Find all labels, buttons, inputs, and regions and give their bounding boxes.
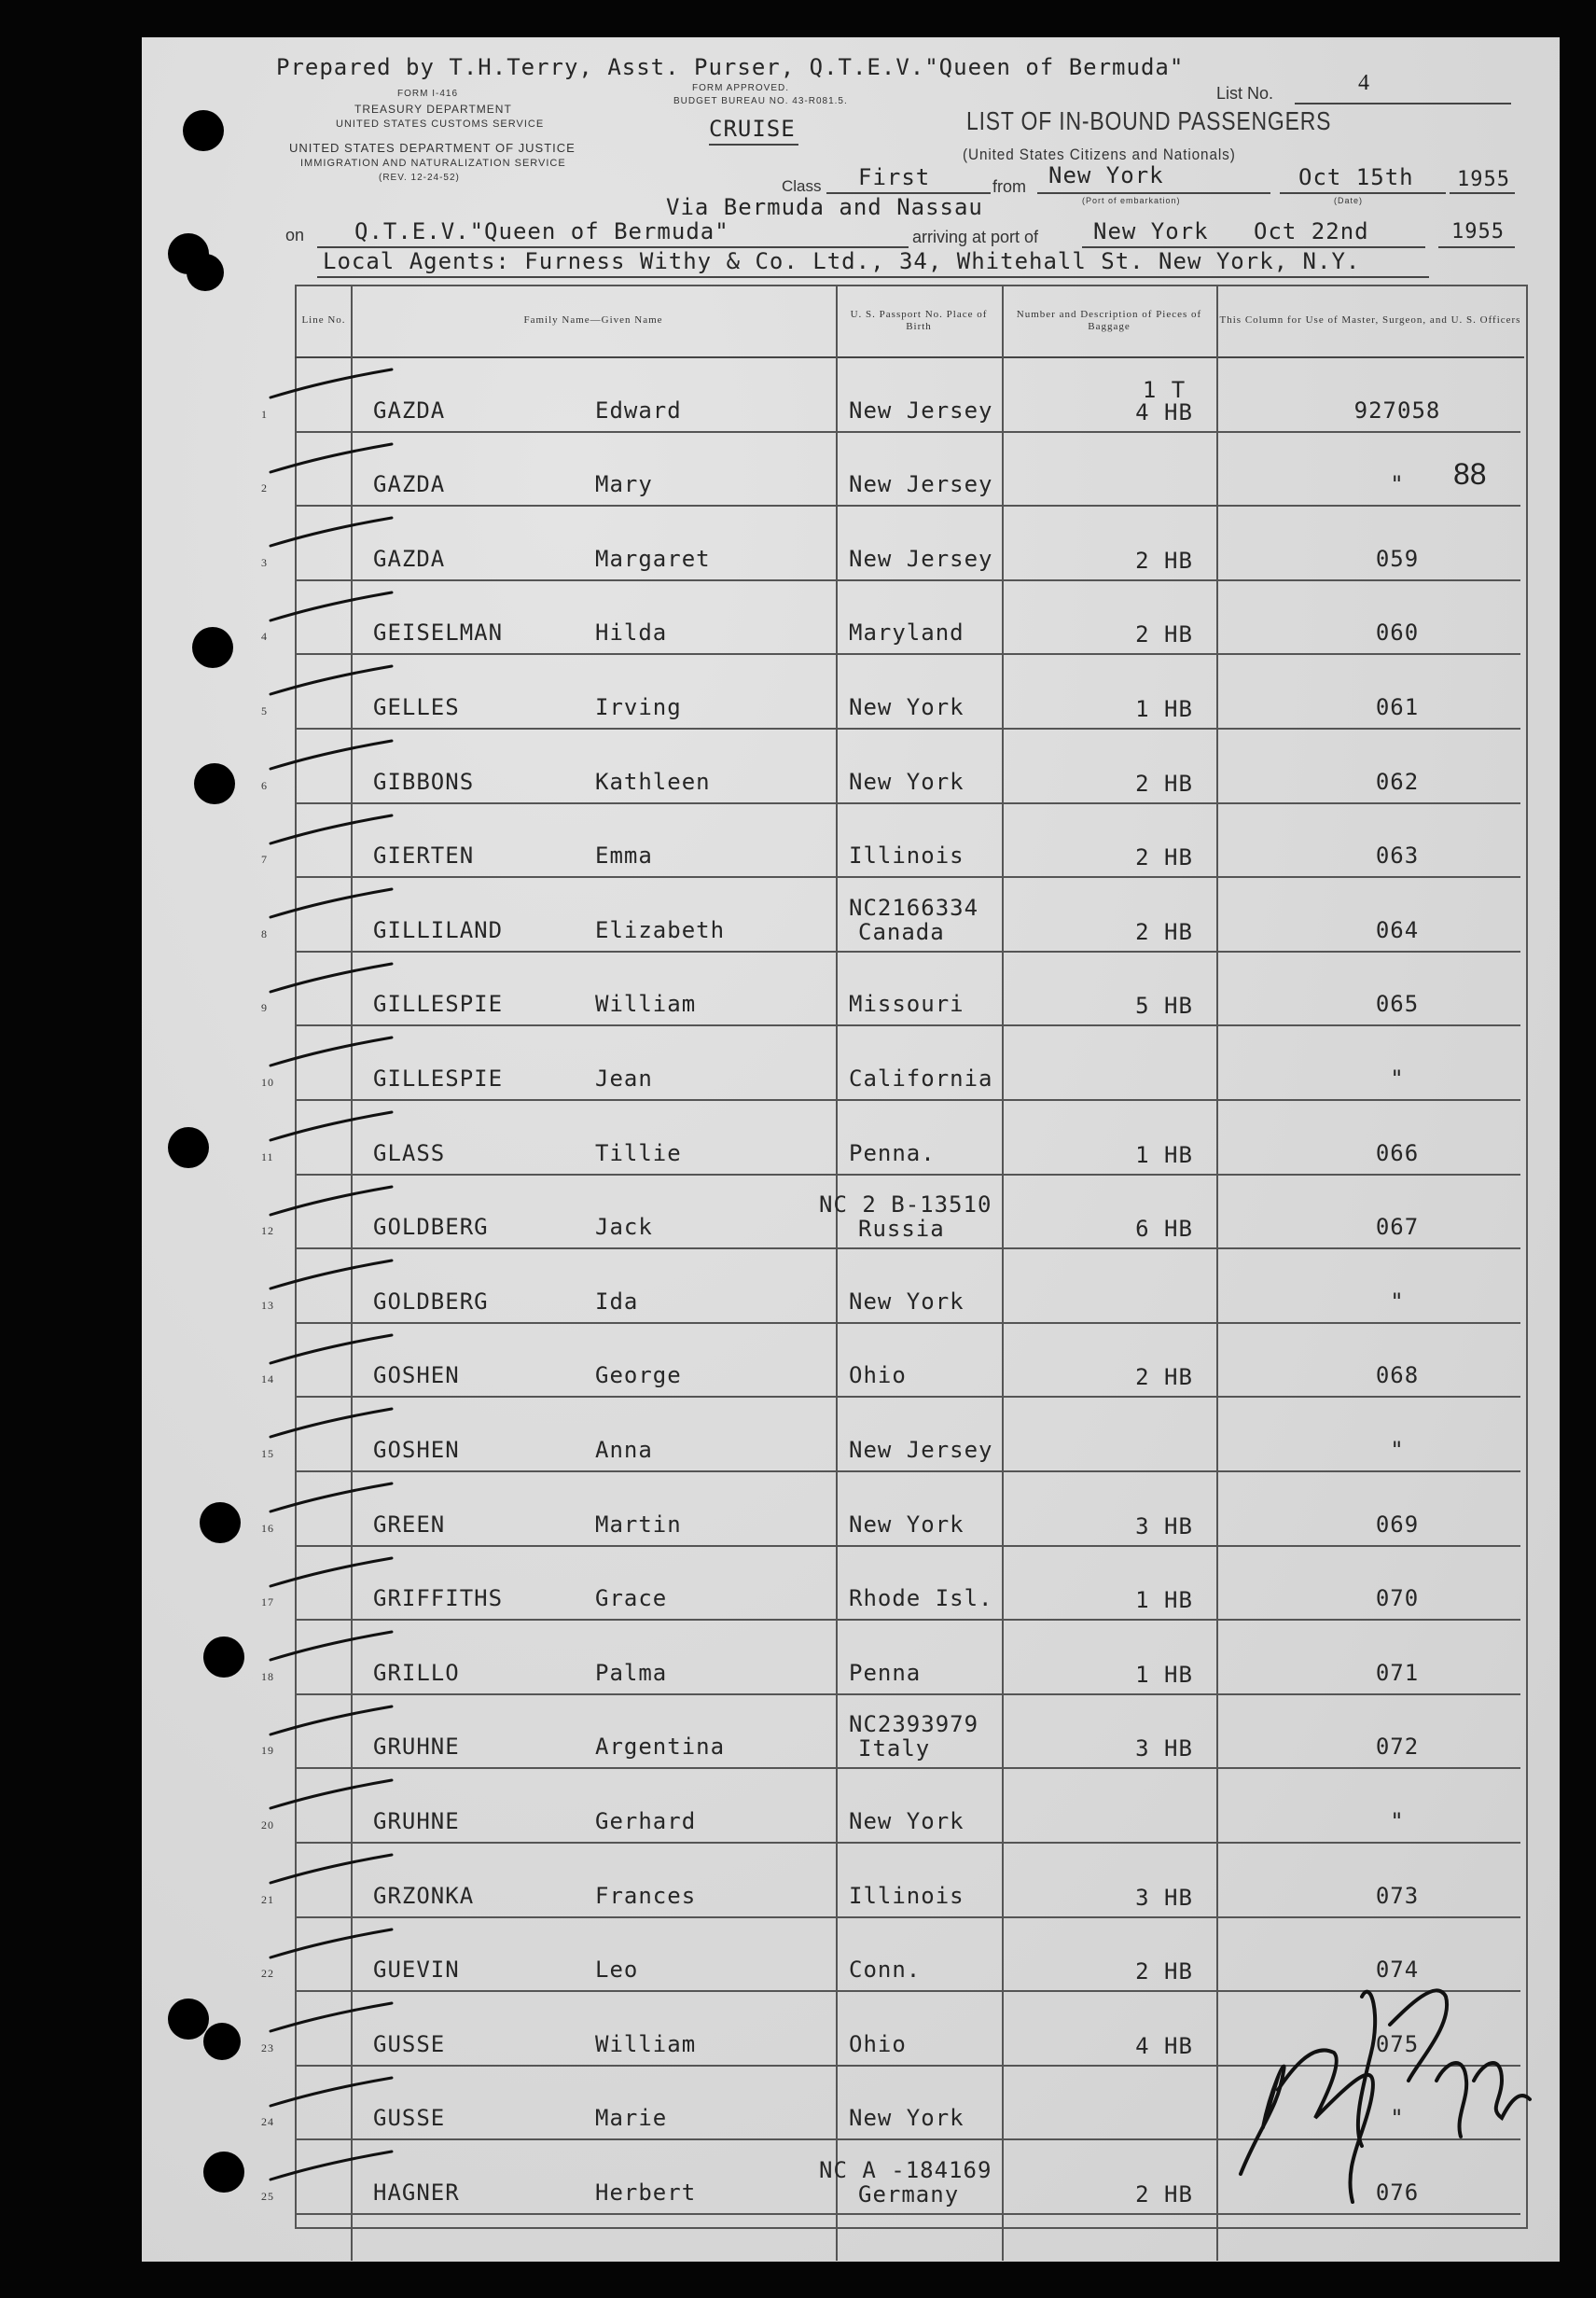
check-mark-icon	[261, 1034, 401, 1071]
officer-entry: 065	[1375, 991, 1420, 1018]
table-row	[261, 951, 1520, 1027]
col-header-name: Family Name—Given Name	[523, 314, 663, 326]
check-mark-icon	[261, 1405, 401, 1442]
from-label: from	[992, 177, 1026, 196]
check-mark-icon	[261, 1331, 401, 1369]
family-name: GOSHEN	[373, 1436, 460, 1463]
officer-entry: "	[1390, 1288, 1405, 1315]
table-row	[261, 728, 1520, 804]
family-name: GILLESPIE	[373, 991, 504, 1018]
table-row	[261, 802, 1520, 879]
form-approved: FORM APPROVED.	[692, 83, 790, 93]
baggage: 2 HB	[1135, 770, 1193, 797]
birth-place: New York	[849, 1288, 965, 1315]
customs-service: UNITED STATES CUSTOMS SERVICE	[336, 118, 545, 130]
officer-entry: "	[1390, 1807, 1405, 1834]
binder-hole	[200, 1502, 241, 1543]
check-mark-icon	[261, 737, 401, 774]
family-name: GRILLO	[373, 1659, 460, 1686]
line-number: 6	[261, 778, 268, 792]
birth-place: New York	[849, 1807, 965, 1834]
birth-place: Illinois	[849, 843, 965, 870]
baggage: 3 HB	[1135, 1735, 1193, 1762]
table-row	[261, 579, 1520, 656]
given-name: William	[595, 2030, 697, 2057]
table-row	[261, 1024, 1520, 1101]
officer-entry: 064	[1375, 916, 1420, 943]
given-name: Elizabeth	[595, 916, 726, 943]
list-no-value: 4	[1358, 71, 1369, 95]
table-row	[261, 1247, 1520, 1324]
form-number: FORM I-416	[397, 89, 459, 99]
line-number: 21	[261, 1892, 274, 1906]
given-name: Anna	[595, 1436, 653, 1463]
birth-place: Conn.	[849, 1957, 922, 1984]
line-number: 10	[261, 1075, 274, 1089]
arrival-date: Oct 22nd	[1254, 218, 1369, 244]
budget-bureau: BUDGET BUREAU NO. 43-R081.5.	[673, 96, 848, 106]
baggage: 1 HB	[1135, 1661, 1193, 1688]
given-name: Tillie	[595, 1139, 682, 1166]
table-row	[261, 1842, 1520, 1918]
check-mark-icon	[261, 2148, 401, 2185]
table-row	[261, 1396, 1520, 1472]
baggage: 1 HB	[1135, 695, 1193, 722]
via-route: Via Bermuda and Nassau	[666, 194, 983, 220]
officer-entry: 062	[1375, 768, 1420, 795]
family-name: GAZDA	[373, 545, 446, 572]
birth-place: Maryland	[849, 620, 965, 647]
officer-entry: "	[1390, 1436, 1405, 1463]
family-name: HAGNER	[373, 2179, 460, 2206]
local-agents: Local Agents: Furness Withy & Co. Ltd., 34, Whitehall St. New York, N.Y.	[323, 248, 1361, 274]
officer-entry: 072	[1375, 1734, 1420, 1761]
binder-hole	[192, 627, 233, 668]
check-mark-icon	[261, 366, 401, 403]
table-row	[261, 1619, 1520, 1695]
birth-place: New York	[849, 768, 965, 795]
check-mark-icon	[261, 812, 401, 849]
binder-hole	[203, 1636, 244, 1678]
officer-entry: 069	[1375, 1511, 1420, 1538]
birth-place: New York	[849, 2105, 965, 2132]
line-number: 8	[261, 926, 268, 940]
class-value: First	[858, 164, 931, 190]
check-mark-icon	[261, 514, 401, 551]
officer-entry: 068	[1375, 1362, 1420, 1389]
passport-number: NC2166334	[849, 894, 979, 921]
birth-place: California	[849, 1065, 993, 1092]
table-row	[261, 505, 1520, 581]
family-name: GRUHNE	[373, 1734, 460, 1761]
officer-entry: 061	[1375, 693, 1420, 720]
check-mark-icon	[261, 1628, 401, 1665]
officer-entry: "	[1390, 2105, 1405, 2132]
line-number: 4	[261, 630, 268, 644]
given-name: William	[595, 991, 697, 1018]
officer-entry: "	[1390, 471, 1405, 498]
given-name: Marie	[595, 2105, 668, 2132]
officer-entry: 060	[1375, 620, 1420, 647]
vessel-name: Q.T.E.V."Queen of Bermuda"	[354, 218, 729, 244]
given-name: Argentina	[595, 1734, 726, 1761]
col-header-passport: U. S. Passport No. Place of Birth	[850, 308, 988, 332]
family-name: GRZONKA	[373, 1882, 475, 1909]
birth-place: Ohio	[849, 1362, 907, 1389]
officer-entry: 067	[1375, 1214, 1420, 1241]
given-name: Mary	[595, 471, 653, 498]
table-row	[261, 1545, 1520, 1622]
check-mark-icon	[261, 1926, 401, 1963]
family-name: GAZDA	[373, 397, 446, 424]
family-name: GIERTEN	[373, 843, 475, 870]
given-name: Kathleen	[595, 768, 711, 795]
family-name: GOLDBERG	[373, 1214, 489, 1241]
binder-hole	[203, 2152, 244, 2193]
family-name: GUSSE	[373, 2105, 446, 2132]
table-row	[261, 876, 1520, 953]
check-mark-icon	[261, 440, 401, 478]
family-name: GUSSE	[373, 2030, 446, 2057]
line-number: 13	[261, 1298, 274, 1312]
list-title: LIST OF IN-BOUND PASSENGERS	[966, 106, 1332, 135]
binder-hole	[203, 2023, 241, 2060]
date-from: Oct 15th	[1298, 164, 1414, 190]
table-row	[261, 1693, 1520, 1770]
officer-entry: 073	[1375, 1882, 1420, 1909]
birth-place: Penna	[849, 1659, 922, 1686]
given-name: Jack	[595, 1214, 653, 1241]
table-row	[261, 1470, 1520, 1547]
check-mark-icon	[261, 1851, 401, 1888]
birth-place: Penna.	[849, 1139, 936, 1166]
table-row	[261, 1174, 1520, 1250]
binder-hole	[168, 1999, 209, 2040]
check-mark-icon	[261, 1776, 401, 1814]
year-2: 1955	[1451, 220, 1505, 244]
check-mark-icon	[261, 960, 401, 997]
line-number: 7	[261, 853, 268, 867]
check-mark-icon	[261, 662, 401, 700]
given-name: George	[595, 1362, 682, 1389]
date-label: (Date)	[1334, 196, 1364, 205]
family-name: GOSHEN	[373, 1362, 460, 1389]
family-name: GEISELMAN	[373, 620, 504, 647]
officer-entry: 059	[1375, 545, 1420, 572]
col-header-baggage: Number and Description of Pieces of Baggage	[1016, 308, 1202, 332]
family-name: GREEN	[373, 1511, 446, 1538]
family-name: GRIFFITHS	[373, 1585, 504, 1612]
family-name: GLASS	[373, 1139, 446, 1166]
officer-entry: 070	[1375, 1585, 1420, 1612]
birth-place: New York	[849, 1511, 965, 1538]
given-name: Martin	[595, 1511, 682, 1538]
arriving-label: arriving at port of	[912, 228, 1039, 246]
form-revision: (REV. 12-24-52)	[379, 173, 460, 183]
officer-entry: 063	[1375, 843, 1420, 870]
line-number: 9	[261, 1001, 268, 1015]
officer-entry: 074	[1375, 1957, 1420, 1984]
check-mark-icon	[261, 1480, 401, 1517]
list-no-label: List No.	[1216, 84, 1274, 103]
birth-place: New Jersey	[849, 545, 993, 572]
given-name: Margaret	[595, 545, 711, 572]
year-1: 1955	[1457, 168, 1510, 191]
table-row	[261, 431, 1520, 508]
birth-place: Ohio	[849, 2030, 907, 2057]
given-name: Jean	[595, 1065, 653, 1092]
family-name: GIBBONS	[373, 768, 475, 795]
line-number: 19	[261, 1744, 274, 1758]
treasury-department: TREASURY DEPARTMENT	[354, 103, 512, 116]
line-number: 20	[261, 1818, 274, 1831]
officer-entry: 071	[1375, 1659, 1420, 1686]
family-name: GRUHNE	[373, 1807, 460, 1834]
birth-place: New Jersey	[849, 471, 993, 498]
family-name: GOLDBERG	[373, 1288, 489, 1315]
table-row	[261, 1099, 1520, 1176]
line-number: 14	[261, 1372, 274, 1386]
cruise-stamp: CRUISE	[709, 116, 796, 142]
given-name: Gerhard	[595, 1807, 697, 1834]
officer-entry: "	[1390, 1065, 1405, 1092]
baggage: 3 HB	[1135, 1884, 1193, 1911]
line-number: 15	[261, 1446, 274, 1460]
check-mark-icon	[261, 1108, 401, 1146]
check-mark-icon	[261, 1257, 401, 1294]
baggage: 3 HB	[1135, 1512, 1193, 1539]
birth-place: Missouri	[849, 991, 965, 1018]
birth-place: Rhode Isl.	[849, 1585, 993, 1612]
birth-place: Russia	[858, 1216, 945, 1243]
line-number: 2	[261, 481, 268, 495]
given-name: Palma	[595, 1659, 668, 1686]
baggage: 2 HB	[1135, 918, 1193, 945]
given-name: Herbert	[595, 2179, 697, 2206]
line-number: 24	[261, 2115, 274, 2129]
col-header-officers: This Column for Use of Master, Surgeon, and U. S. Officers	[1219, 314, 1521, 326]
line-number: 22	[261, 1967, 274, 1981]
list-subtitle: (United States Citizens and Nationals)	[963, 146, 1236, 163]
given-name: Grace	[595, 1585, 668, 1612]
given-name: Edward	[595, 397, 682, 424]
margin-number: 88	[1453, 457, 1487, 491]
passport-number: NC A -184169	[819, 2156, 992, 2183]
table-row	[261, 356, 1520, 433]
baggage: 2 HB	[1135, 1364, 1193, 1391]
baggage: 6 HB	[1135, 1216, 1193, 1243]
line-number: 23	[261, 2040, 274, 2054]
birth-place: New Jersey	[849, 1436, 993, 1463]
department-of-justice: UNITED STATES DEPARTMENT OF JUSTICE	[289, 141, 576, 155]
officer-entry: 066	[1375, 1139, 1420, 1166]
check-mark-icon	[261, 1999, 401, 2037]
class-label: Class	[782, 177, 822, 195]
family-name: GILLESPIE	[373, 1065, 504, 1092]
on-label: on	[285, 226, 305, 244]
officer-signature	[1222, 1959, 1539, 2221]
line-number: 3	[261, 555, 268, 569]
baggage: 1 HB	[1135, 1141, 1193, 1168]
officer-entry: 927058	[1353, 397, 1441, 424]
birth-place: New York	[849, 693, 965, 720]
table-row	[261, 1767, 1520, 1844]
line-number: 1	[261, 407, 268, 421]
passport-number: NC 2 B-13510	[819, 1191, 992, 1219]
passport-number: NC2393979	[849, 1711, 979, 1738]
line-number: 11	[261, 1149, 274, 1163]
check-mark-icon	[261, 1554, 401, 1592]
prepared-by: Prepared by T.H.Terry, Asst. Purser, Q.T.E.V."Queen of Bermuda"	[276, 54, 1185, 80]
given-name: Irving	[595, 693, 682, 720]
table-row	[261, 653, 1520, 730]
binder-hole	[168, 1127, 209, 1168]
table-row	[261, 1322, 1520, 1399]
immigration-service: IMMIGRATION AND NATURALIZATION SERVICE	[300, 158, 566, 169]
check-mark-icon	[261, 885, 401, 923]
baggage: 1 HB	[1135, 1587, 1193, 1614]
given-name: Emma	[595, 843, 653, 870]
binder-hole	[194, 763, 235, 804]
line-number: 25	[261, 2189, 274, 2203]
port-embark-label: (Port of embarkation)	[1082, 196, 1181, 205]
birth-place: Canada	[858, 918, 945, 945]
officer-entry: 075	[1375, 2030, 1420, 2057]
binder-hole	[187, 254, 224, 291]
officer-entry: 076	[1375, 2179, 1420, 2206]
given-name: Frances	[595, 1882, 697, 1909]
birth-place: Germany	[858, 2180, 960, 2207]
check-mark-icon	[261, 1183, 401, 1220]
baggage: 2 HB	[1135, 844, 1193, 871]
family-name: GAZDA	[373, 471, 446, 498]
line-number: 17	[261, 1595, 274, 1609]
family-name: GILLILAND	[373, 916, 504, 943]
baggage: 2 HB	[1135, 621, 1193, 648]
check-mark-icon	[261, 589, 401, 626]
baggage: 5 HB	[1135, 993, 1193, 1020]
given-name: Ida	[595, 1288, 639, 1315]
check-mark-icon	[261, 2074, 401, 2111]
binder-hole	[183, 110, 224, 151]
baggage: 4 HB	[1135, 2032, 1193, 2059]
check-mark-icon	[261, 1703, 401, 1740]
given-name: Leo	[595, 1957, 639, 1984]
baggage: 2 HB	[1135, 2180, 1193, 2207]
baggage: 2 HB	[1135, 1958, 1193, 1985]
arrival-port: New York	[1093, 218, 1209, 244]
baggage: 1 T 4 HB	[1135, 376, 1193, 425]
line-number: 12	[261, 1224, 274, 1238]
col-header-line-no: Line No.	[301, 314, 346, 326]
birth-place: Illinois	[849, 1882, 965, 1909]
from-value: New York	[1048, 162, 1164, 188]
line-number: 18	[261, 1669, 274, 1683]
baggage: 2 HB	[1135, 547, 1193, 574]
family-name: GELLES	[373, 693, 460, 720]
line-number: 16	[261, 1521, 274, 1535]
given-name: Hilda	[595, 620, 668, 647]
line-number: 5	[261, 703, 268, 717]
birth-place: Italy	[858, 1735, 931, 1762]
family-name: GUEVIN	[373, 1957, 460, 1984]
birth-place: New Jersey	[849, 397, 993, 424]
